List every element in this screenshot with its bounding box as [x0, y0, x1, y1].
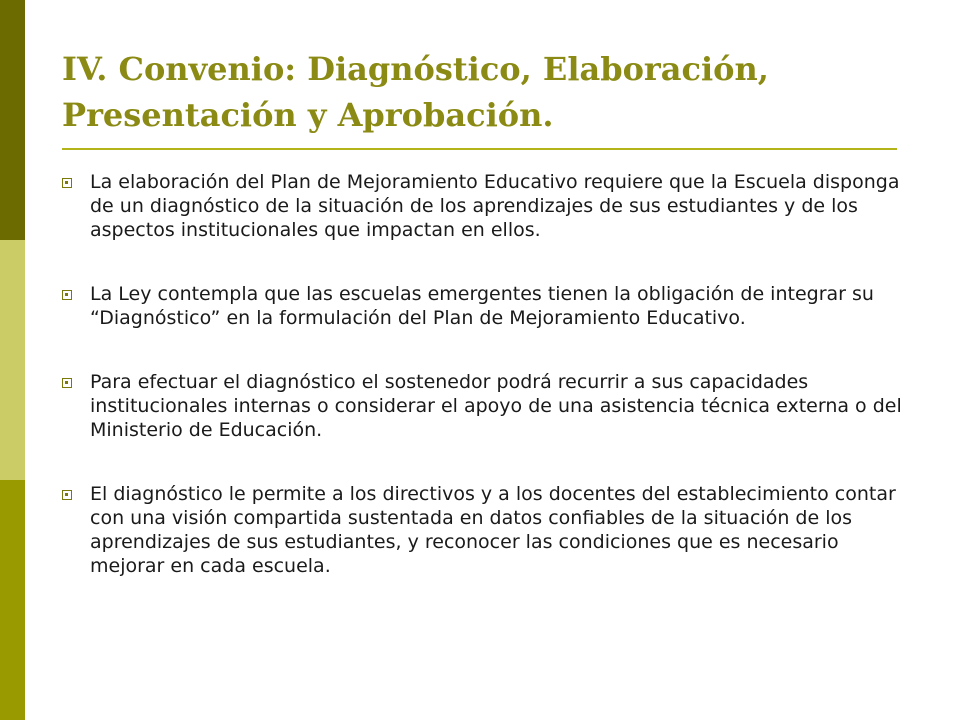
- sidebar-middle-stripe: [0, 240, 25, 480]
- bullet-item: [62, 370, 912, 442]
- square-bullet-icon: [62, 178, 72, 188]
- bullet-item: [62, 482, 912, 578]
- square-bullet-icon: [62, 378, 72, 388]
- title-underline: [62, 148, 897, 150]
- bullet-text: El diagnóstico le permite a los directivos y a los docentes del establecimiento contar con una visión compartida sustentada en datos confiables de la situación de los aprendizajes de sus estudiantes, y reconocer las condiciones que es necesario mejorar en cada escuela.: [90, 483, 896, 577]
- bullet-item: [62, 282, 912, 330]
- sidebar-bottom-stripe: [0, 480, 25, 720]
- bullet-text: La elaboración del Plan de Mejoramiento Educativo requiere que la Escuela disponga de un diagnóstico de la situación de los aprendizajes de sus estudiantes y de los aspectos institucionales que impactan en ellos.: [90, 171, 900, 241]
- bullet-item: [62, 170, 912, 242]
- bullet-list: [62, 170, 912, 618]
- bullet-text: Para efectuar el diagnóstico el sostenedor podrá recurrir a sus capacidades institucionales internas o considerar el apoyo de una asistencia técnica externa o del Ministerio de Educación.: [90, 371, 902, 441]
- sidebar-top-stripe: [0, 0, 25, 240]
- square-bullet-icon: [62, 290, 72, 300]
- square-bullet-icon: [62, 490, 72, 500]
- slide-title: IV. Convenio: Diagnóstico, Elaboración, Presentación y Aprobación.: [62, 50, 769, 134]
- bullet-text: La Ley contempla que las escuelas emergentes tienen la obligación de integrar su “Diagnóstico” en la formulación del Plan de Mejoramiento Educativo.: [90, 283, 874, 329]
